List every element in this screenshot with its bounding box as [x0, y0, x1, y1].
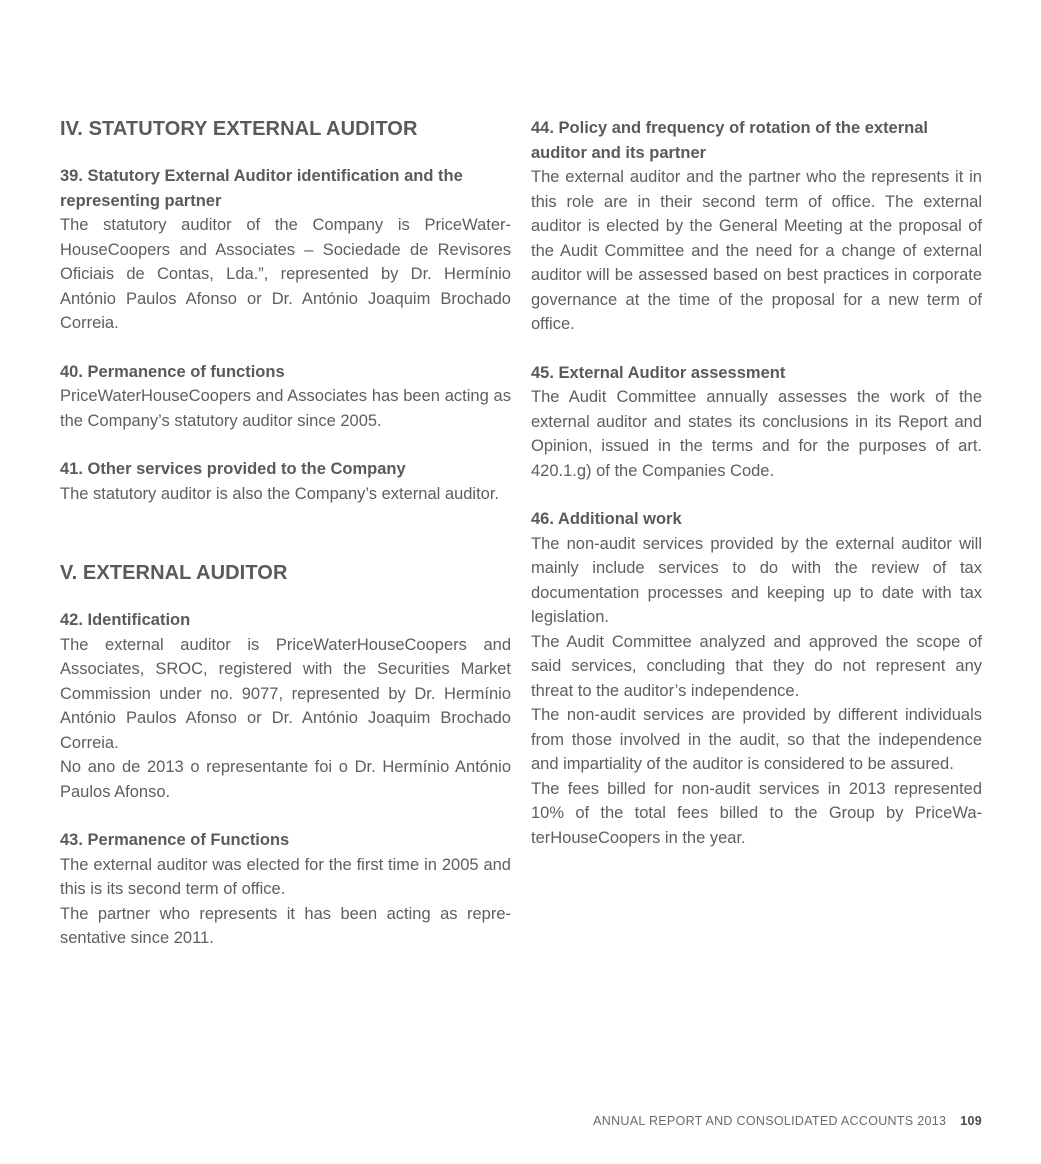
- paragraph-41: The statutory auditor is also the Company’s external auditor.: [60, 484, 500, 503]
- paragraph-46-1: The non-audit services provided by the external auditor will mainly include services to do with the review of tax documentation processes and keeping up to date with tax legislation.: [531, 534, 982, 626]
- section-42: [60, 608, 511, 804]
- right-column: [531, 114, 982, 850]
- section-44: [531, 116, 982, 337]
- left-column: [60, 114, 511, 951]
- paragraph-46-4: The fees billed for non-audit services in 2013 represented 10% of the total fees billed to the Group by PriceWaterHouseCoopers in the year.: [531, 779, 982, 847]
- heading-40: 40. Permanence of functions: [60, 362, 285, 381]
- heading-39: 39. Statutory External Auditor identification and the representing partner: [60, 167, 463, 210]
- heading-41: 41. Other services provided to the Company: [60, 460, 406, 478]
- section-title-external-auditor: V. EXTERNAL AUDITOR: [60, 562, 288, 584]
- paragraph-43-1: The external auditor was elected for the first time in 2005 and this is its second term of office.: [60, 855, 511, 898]
- paragraph-45: The Audit Committee annually assesses the work of the external auditor and states its conclusions in its Report and Opinion, issued in the terms and for the purposes of art. 420.1.g) of the Companies Code.: [531, 388, 982, 480]
- paragraph-43-2: The partner who represents it has been acting as representative since 2011.: [60, 904, 511, 947]
- paragraph-46-2: The Audit Committee analyzed and approved the scope of said services, concluding that they do not represent any threat to the auditor’s independence.: [531, 632, 982, 700]
- footer-report-title: ANNUAL REPORT AND CONSOLIDATED ACCOUNTS 2013: [593, 1114, 947, 1128]
- section-41: [60, 457, 511, 506]
- paragraph-39: The statutory auditor of the Company is PriceWaterHouseCoopers and Associates – Sociedade de Revisores Oficiais de Contas, Lda.”, represented by Dr. Hermínio António Paulos Afonso or Dr. António Joaquim Brochado Correia.: [60, 216, 511, 332]
- section-39: [60, 164, 511, 336]
- page-number: 109: [960, 1114, 982, 1128]
- heading-45: 45. External Auditor assessment: [531, 363, 786, 382]
- paragraph-44: The external auditor and the partner who the represents it in this role are in their second term of office. The external auditor is elected by the General Meeting at the proposal of the Audit Committee and the need for a change of external auditor will be assessed based on best practices in corporate governance at the time of the proposal for a new term of office.: [531, 168, 982, 333]
- paragraph-42-1: The external auditor is PriceWaterHouseCoopers and Associates, SROC, registered with the Securities Market Commission under no. 9077, represented by Dr. Hermínio António Paulos Afonso or Dr. António Joaquim Brochado Correia.: [60, 635, 511, 752]
- heading-44: 44. Policy and frequency of rotation of the external auditor and its partner: [531, 119, 928, 162]
- section-title-statutory-external-auditor: IV. STATUTORY EXTERNAL AUDITOR: [60, 118, 418, 140]
- heading-42: 42. Identification: [60, 611, 191, 629]
- section-43: [60, 828, 511, 951]
- page-footer: [593, 1112, 982, 1130]
- heading-46: 46. Additional work: [531, 510, 682, 528]
- heading-43: 43. Permanence of Functions: [60, 831, 290, 849]
- paragraph-40: PriceWaterHouseCoopers and Associates has been acting as the Company’s statutory auditor since 2005.: [60, 387, 511, 430]
- paragraph-42-2: No ano de 2013 o representante foi o Dr. Hermínio António Paulos Afonso.: [60, 758, 511, 801]
- section-45: [531, 361, 982, 484]
- paragraph-46-3: The non-audit services are provided by different individuals from those involved in the audit, so that the independence and impartiality of the auditor is considered to be assured.: [531, 706, 982, 773]
- section-40: [60, 360, 511, 434]
- section-46: [531, 507, 982, 850]
